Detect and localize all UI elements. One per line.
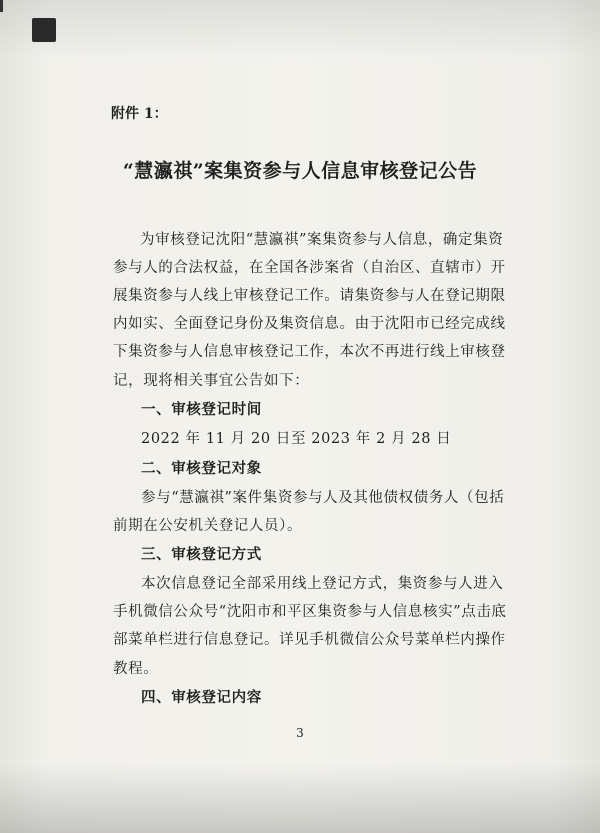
section-time-line: 2022 年 11 月 20 日至 2023 年 2 月 28 日 [141,431,452,447]
section-heading-time: 一、审核登记时间 [141,401,262,418]
section-subjects-line: 前期在公安机关登记人员）。 [113,518,303,534]
scan-edge-mark [0,0,11,12]
page-number: 3 [296,726,304,740]
section-method-line: 本次信息登记全部采用线上登记方式，集资参与人进入 [141,576,504,592]
corner-block-mark [32,18,56,42]
section-heading-method: 三、审核登记方式 [141,546,262,563]
section-method-line: 教程。 [113,661,159,677]
document-title: “慧瀛祺”案集资参与人信息审核登记公告 [122,160,478,182]
section-heading-content: 四、审核登记内容 [141,689,262,706]
section-method-line: 部菜单栏进行信息登记。详见手机微信公众号菜单栏内操作 [113,632,506,648]
intro-line: 记，现将相关事宜公告如下： [113,373,310,389]
section-subjects-line: 参与“慧瀛祺”案件集资参与人及其他债权债务人（包括 [141,490,505,506]
attachment-label: 附件 1： [111,106,168,122]
intro-line: 展集资参与人线上审核登记工作。请集资参与人在登记期限 [113,288,506,304]
intro-line: 内如实、全面登记身份及集资信息。由于沈阳市已经完成线 [113,316,506,332]
intro-line: 为审核登记沈阳“慧瀛祺”案集资参与人信息，确定集资 [140,232,504,248]
intro-line: 参与人的合法权益，在全国各涉案省（自治区、直辖市）开 [113,260,506,276]
scan-shadow-top [0,0,600,60]
scan-shadow-bottom [0,763,600,833]
intro-line: 下集资参与人信息审核登记工作，本次不再进行线上审核登 [113,344,506,360]
section-heading-subjects: 二、审核登记对象 [141,460,262,477]
section-method-line: 手机微信公众号“沈阳市和平区集资参与人信息核实”点击底 [113,604,507,620]
